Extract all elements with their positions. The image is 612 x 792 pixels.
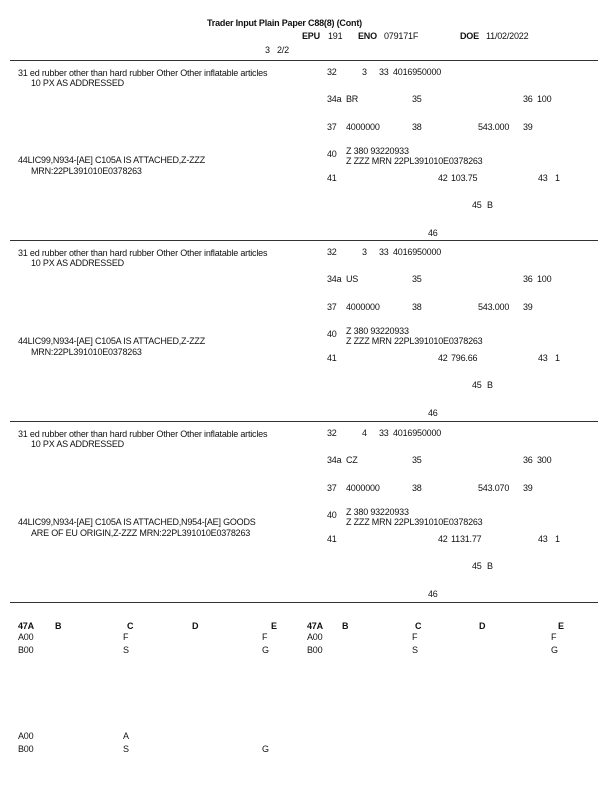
box45-label: 45 [472,561,482,571]
divider [10,60,598,61]
box47-header-b: B [55,621,62,631]
box41-label: 41 [327,173,337,183]
box33-label: 33 [379,247,389,257]
item-number: 3 [362,67,367,77]
box47-cell: S [412,645,418,655]
goods-description: 31 ed rubber other than hard rubber Other Other inflatable articles [18,68,268,78]
goods-description-line2: 10 PX AS ADDRESSED [31,439,124,449]
box47-cell: B00 [307,645,323,655]
previous-document-mrn: Z ZZZ MRN 22PL391010E0378263 [346,156,483,166]
preference: 300 [537,455,552,465]
box39-label: 39 [523,122,533,132]
doe-value: 11/02/2022 [486,31,529,41]
box32-label: 32 [327,67,337,77]
page-of: 2/2 [277,45,289,55]
box45-value: B [487,561,493,571]
box47-header-c: C [127,621,134,631]
item-price: 103.75 [451,173,478,183]
previous-document: Z 380 93220933 [346,146,409,156]
valuation-method: 1 [555,534,560,544]
box44-info: 44LIC99,N934-[AE] C105A IS ATTACHED,Z-ZZZ [18,336,206,346]
box47-header-d: D [479,621,486,631]
box32-label: 32 [327,428,337,438]
box47-cell: F [123,632,129,642]
box47-cell: A00 [307,632,323,642]
doe-label: DOE [460,31,479,41]
box43-label: 43 [538,353,548,363]
net-mass: 543.000 [478,302,510,312]
box47-cell: G [262,744,269,754]
box39-label: 39 [523,483,533,493]
net-mass: 543.000 [478,122,510,132]
box47-cell: S [123,744,129,754]
box47-cell: S [123,645,129,655]
box47-cell: G [262,645,269,655]
box47-cell: A00 [18,632,34,642]
previous-document-mrn: Z ZZZ MRN 22PL391010E0378263 [346,517,483,527]
box47-cell: F [262,632,268,642]
box42-label: 42 [438,353,448,363]
box36-label: 36 [523,94,533,104]
box47-header-a: 47A [307,621,323,631]
box45-value: B [487,380,493,390]
box47-cell: B00 [18,645,34,655]
box44-info-line2: MRN:22PL391010E0378263 [31,347,142,357]
box44-info: 44LIC99,N934-[AE] C105A IS ATTACHED,Z-ZZZ [18,155,206,165]
box47-header-d: D [192,621,199,631]
divider [10,421,598,422]
box47-cell: B00 [18,744,34,754]
country-of-origin: BR [346,94,359,104]
valuation-method: 1 [555,173,560,183]
box45-label: 45 [472,200,482,210]
divider [10,240,598,241]
box40-label: 40 [327,329,337,339]
box34a-label: 34a [327,94,342,104]
box47-header-c: C [415,621,422,631]
box38-label: 38 [412,302,422,312]
box46-label: 46 [428,228,438,238]
form-title: Trader Input Plain Paper C88(8) (Cont) [207,18,362,28]
page-number: 3 [265,45,270,55]
divider [10,602,598,603]
box47-header-e: E [271,621,277,631]
box37-label: 37 [327,122,337,132]
box38-label: 38 [412,483,422,493]
previous-document: Z 380 93220933 [346,507,409,517]
commodity-code: 4016950000 [393,428,442,438]
box46-label: 46 [428,408,438,418]
box38-label: 38 [412,122,422,132]
eno-label: ENO [358,31,377,41]
previous-document-mrn: Z ZZZ MRN 22PL391010E0378263 [346,336,483,346]
box41-label: 41 [327,353,337,363]
box35-label: 35 [412,94,422,104]
cpc: 4000000 [346,483,380,493]
box34a-label: 34a [327,274,342,284]
box43-label: 43 [538,534,548,544]
preference: 100 [537,274,552,284]
box47-header-b: B [342,621,349,631]
box47-cell: F [551,632,557,642]
box34a-label: 34a [327,455,342,465]
box37-label: 37 [327,302,337,312]
box35-label: 35 [412,455,422,465]
box33-label: 33 [379,67,389,77]
item-price: 796.66 [451,353,478,363]
item-number: 4 [362,428,367,438]
goods-description-line2: 10 PX AS ADDRESSED [31,258,124,268]
commodity-code: 4016950000 [393,247,442,257]
box40-label: 40 [327,149,337,159]
cpc: 4000000 [346,122,380,132]
box41-label: 41 [327,534,337,544]
goods-description: 31 ed rubber other than hard rubber Other Other inflatable articles [18,248,268,258]
box44-info: 44LIC99,N934-[AE] C105A IS ATTACHED,N954-[AE] GOODS [18,517,256,527]
box36-label: 36 [523,274,533,284]
box44-info-line2: MRN:22PL391010E0378263 [31,166,142,176]
item-number: 3 [362,247,367,257]
epu-label: EPU [302,31,320,41]
item-price: 1131.77 [451,534,482,544]
box37-label: 37 [327,483,337,493]
box35-label: 35 [412,274,422,284]
preference: 100 [537,94,552,104]
box47-cell: A [123,731,129,741]
box32-label: 32 [327,247,337,257]
box44-info-line2: ARE OF EU ORIGIN,Z-ZZZ MRN:22PL391010E0378263 [31,528,251,538]
net-mass: 543.070 [478,483,510,493]
box43-label: 43 [538,173,548,183]
box36-label: 36 [523,455,533,465]
cpc: 4000000 [346,302,380,312]
country-of-origin: US [346,274,359,284]
goods-description-line2: 10 PX AS ADDRESSED [31,78,124,88]
box45-value: B [487,200,493,210]
box47-cell: G [551,645,558,655]
box47-cell: F [412,632,418,642]
box42-label: 42 [438,534,448,544]
commodity-code: 4016950000 [393,67,442,77]
epu-value: 191 [328,31,343,41]
eno-value: 079171F [384,31,419,41]
country-of-origin: CZ [346,455,358,465]
box47-header-e: E [558,621,564,631]
box42-label: 42 [438,173,448,183]
previous-document: Z 380 93220933 [346,326,409,336]
box40-label: 40 [327,510,337,520]
box47-cell: A00 [18,731,34,741]
box33-label: 33 [379,428,389,438]
box46-label: 46 [428,589,438,599]
box45-label: 45 [472,380,482,390]
goods-description: 31 ed rubber other than hard rubber Other Other inflatable articles [18,429,268,439]
box47-header-a: 47A [18,621,34,631]
box39-label: 39 [523,302,533,312]
valuation-method: 1 [555,353,560,363]
